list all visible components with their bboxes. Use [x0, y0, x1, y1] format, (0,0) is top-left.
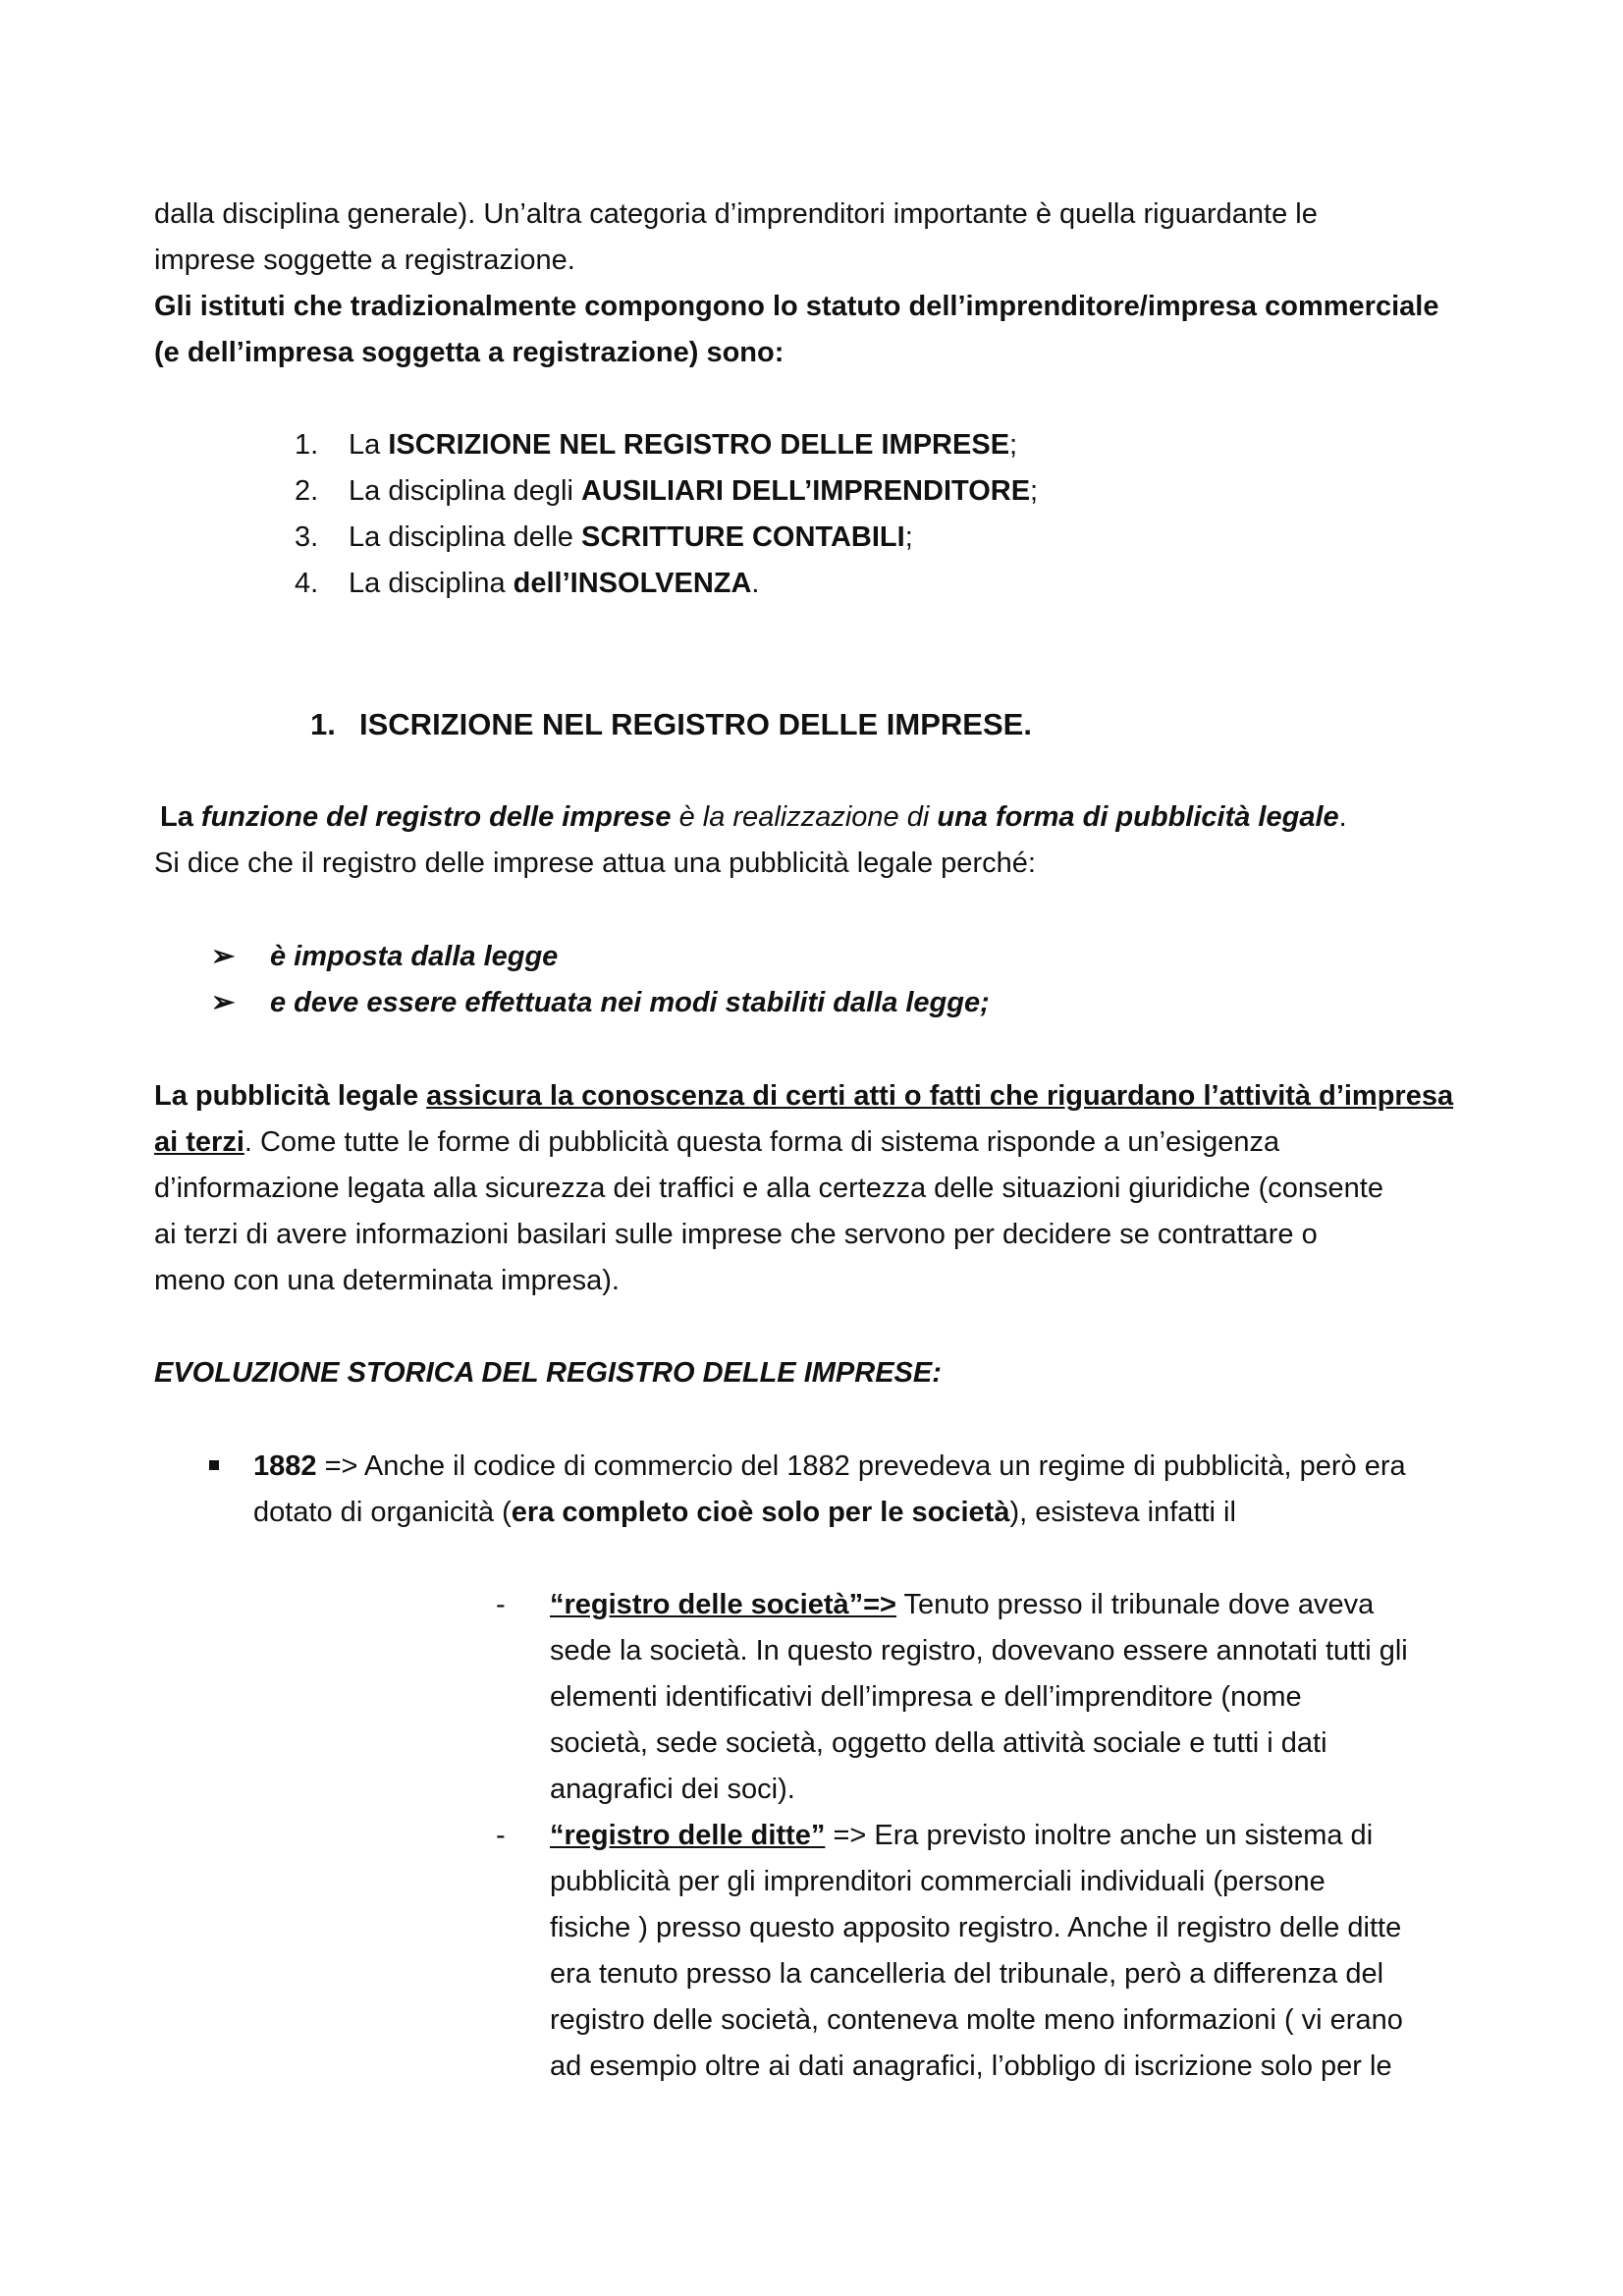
arrow-bullet-icon: ➢ — [211, 941, 236, 972]
list-item-end: ; — [1030, 475, 1039, 507]
item-1882-text-1: => Anche il codice di commercio del 1882 prevedeva un regime di pubblicità, però era — [316, 1450, 1406, 1482]
list-item — [496, 1813, 1473, 2090]
registro-line: anagrafici dei soci). — [550, 1774, 795, 1805]
dash-bullet: - — [496, 1820, 506, 1851]
pubblicita-underline-2: ai terzi — [154, 1126, 244, 1158]
item-1882-year: 1882 — [253, 1450, 317, 1482]
list-item — [295, 468, 1038, 515]
item-1882-text-2: dotato di organicità ( — [253, 1497, 512, 1528]
pubblicita-line-2-end: . Come tutte le forme di pubblicità questa forma di sistema risponde a un’esigenza — [243, 1126, 1280, 1158]
list-item-bold: ISCRIZIONE NEL REGISTRO DELLE IMPRESE — [388, 429, 1010, 461]
list-item-number: 4. — [295, 568, 319, 599]
list-item-number: 1. — [295, 429, 319, 461]
registro-line: era tenuto presso la cancelleria del tribunale, però a differenza del — [550, 1958, 1384, 1990]
registri-list — [496, 1582, 1473, 2090]
section-heading-text: ISCRIZIONE NEL REGISTRO DELLE IMPRESE. — [359, 707, 1032, 741]
arrow-bullet-icon: ➢ — [211, 987, 236, 1018]
list-item-text: La disciplina degli — [349, 475, 581, 507]
list-item-number: 3. — [295, 521, 319, 553]
list-item-bold: AUSILIARI DELL’IMPRENDITORE — [580, 475, 1031, 507]
funzione-italic: è la realizzazione di — [671, 801, 938, 833]
paragraph-intro-line-1: dalla disciplina generale). Un’altra categoria d’imprenditori importante è quella riguardante le — [154, 198, 1318, 230]
pubblicita-underline-1: assicura la conoscenza di certi atti o fatti che riguardano l’attività d’impresa — [426, 1080, 1454, 1112]
list-item-1882 — [206, 1444, 1478, 1536]
registro-line: Tenuto presso il tribunale dove aveva — [895, 1589, 1375, 1620]
pubblicita-bold-start: La pubblicità legale — [154, 1080, 427, 1112]
list-item-end: ; — [1009, 429, 1018, 461]
list-item-text: La disciplina — [349, 568, 514, 599]
funzione-bold-start: La — [160, 801, 201, 833]
registro-line: registro delle società, conteneva molte meno informazioni ( vi erano — [550, 2004, 1403, 2036]
list-item-bold: dell’INSOLVENZA — [513, 568, 752, 599]
list-item — [496, 1582, 1473, 1813]
pubblicita-line-5: meno con una determinata impresa). — [154, 1265, 620, 1296]
list-item — [211, 980, 990, 1026]
registro-line: => Era previsto inoltre anche un sistema di — [825, 1820, 1374, 1851]
arrow-item-text: e deve essere effettuata nei modi stabiliti dalla legge; — [270, 987, 990, 1018]
paragraph-istituti-line-1: Gli istituti che tradizionalmente compongono lo statuto dell’imprenditore/impresa commerciale — [154, 291, 1439, 322]
list-item — [295, 422, 1038, 468]
list-item-number: 2. — [295, 475, 319, 507]
funzione-bold-italic-1: funzione del registro delle imprese — [200, 801, 672, 833]
paragraph-istituti — [154, 284, 1475, 376]
paragraph-funzione — [160, 794, 1481, 841]
registro-line: ad esempio oltre ai dati anagrafici, l’obbligo di iscrizione solo per le — [550, 2050, 1392, 2082]
list-item — [211, 934, 990, 980]
registro-line: società, sede società, oggetto della attività sociale e tutti i dati — [550, 1727, 1327, 1759]
list-item-text: La disciplina delle — [349, 521, 581, 553]
funzione-end: . — [1338, 801, 1347, 833]
pubblicita-line-4: ai terzi di avere informazioni basilari sulle imprese che servono per decidere se contrattare o — [154, 1219, 1318, 1250]
item-1882-text-3: ), esisteva infatti il — [1009, 1497, 1236, 1528]
square-bullet-icon — [206, 1444, 253, 1536]
registro-line: elementi identificativi dell’impresa e dell’imprenditore (nome — [550, 1681, 1302, 1713]
section-heading — [310, 701, 1032, 747]
list-item-end: ; — [904, 521, 913, 553]
arrow-item-text: è imposta dalla legge — [270, 941, 559, 972]
registro-ditte-title: “registro delle ditte” — [550, 1820, 826, 1851]
paragraph-funzione-line-2: Si dice che il registro delle imprese attua una pubblicità legale perché: — [154, 847, 1036, 879]
paragraph-istituti-line-2: (e dell’impresa soggetta a registrazione) sono: — [154, 337, 784, 368]
arrow-list — [211, 934, 990, 1026]
registro-line: fisiche ) presso questo apposito registro. Anche il registro delle ditte — [550, 1912, 1402, 1943]
list-item — [295, 515, 1038, 561]
list-item-bold: SCRITTURE CONTABILI — [580, 521, 905, 553]
list-item-end: . — [751, 568, 760, 599]
section-heading-number: 1. — [310, 707, 336, 741]
paragraph-intro-line-2: imprese soggette a registrazione. — [154, 245, 575, 276]
list-item-text: La — [349, 429, 389, 461]
paragraph-intro — [154, 191, 1475, 284]
dash-bullet: - — [496, 1589, 506, 1620]
registro-societa-title: “registro delle società”=> — [550, 1589, 896, 1620]
pubblicita-line-3: d’informazione legata alla sicurezza dei traffici e alla certezza delle situazioni giuridiche (consente — [154, 1173, 1383, 1204]
evoluzione-heading: EVOLUZIONE STORICA DEL REGISTRO DELLE IMPRESE: — [154, 1357, 942, 1389]
registro-line: pubblicità per gli imprenditori commerciali individuali (persone — [550, 1866, 1325, 1897]
registro-line: sede la società. In questo registro, dovevano essere annotati tutti gli — [550, 1635, 1408, 1667]
istituti-list — [295, 422, 1038, 607]
paragraph-pubblicita — [154, 1073, 1475, 1304]
list-item — [295, 561, 1038, 607]
item-1882-bold: era completo cioè solo per le società — [511, 1497, 1010, 1528]
funzione-bold-italic-2: una forma di pubblicità legale — [937, 801, 1339, 833]
